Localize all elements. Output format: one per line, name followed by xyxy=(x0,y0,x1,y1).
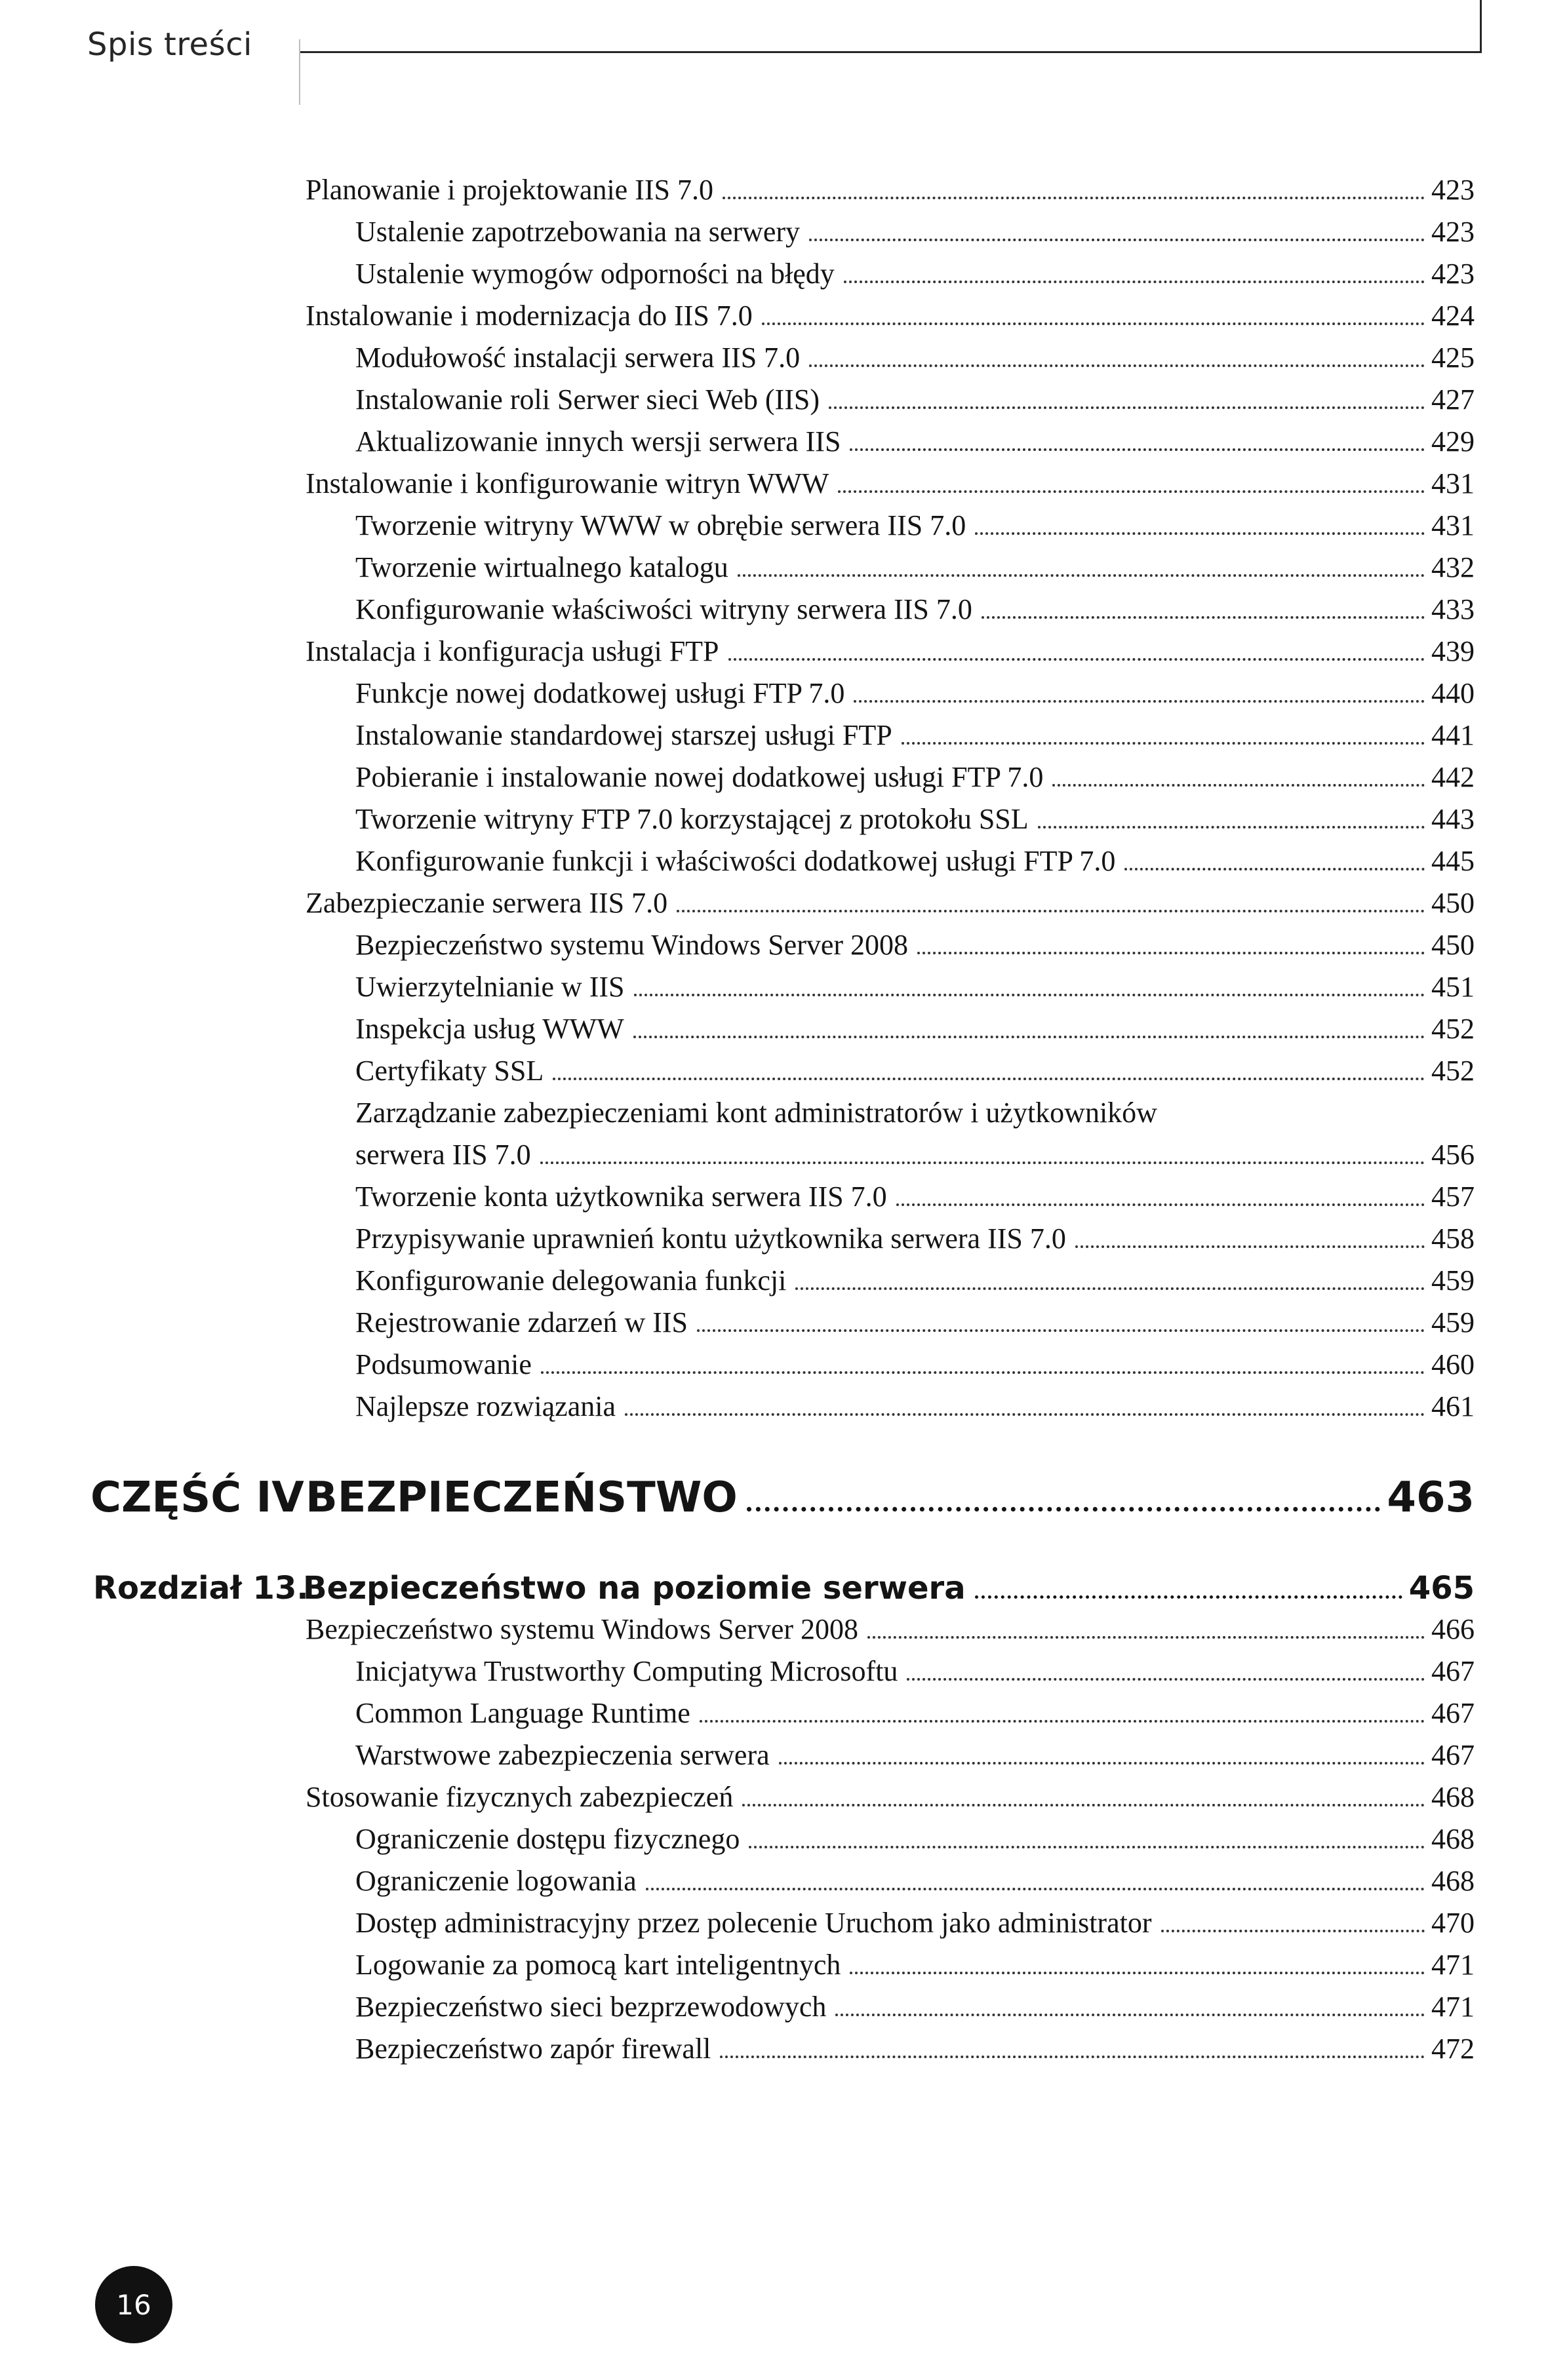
toc-entry[interactable] xyxy=(355,924,1475,966)
toc-row xyxy=(0,169,1548,211)
dot-leader xyxy=(917,952,1425,954)
toc-entry-label: Konfigurowanie delegowania funkcji xyxy=(355,1264,787,1297)
dot-leader xyxy=(742,1804,1425,1806)
toc-entry[interactable] xyxy=(355,1344,1475,1386)
dot-leader xyxy=(728,658,1425,661)
toc-entry-page: 442 xyxy=(1431,761,1475,793)
dot-leader xyxy=(738,574,1425,577)
dot-leader xyxy=(867,1636,1425,1639)
dot-leader xyxy=(749,1846,1425,1848)
toc-row xyxy=(0,1734,1548,1776)
toc-entry[interactable] xyxy=(355,1692,1475,1734)
toc-entry[interactable] xyxy=(306,463,1475,505)
toc-row xyxy=(0,1260,1548,1302)
toc-entry[interactable] xyxy=(355,798,1475,840)
dot-leader xyxy=(1161,1930,1425,1932)
dot-leader xyxy=(809,364,1425,367)
dot-leader xyxy=(1038,826,1425,829)
toc-entry[interactable] xyxy=(355,1944,1475,1986)
toc-row xyxy=(0,1176,1548,1218)
toc-entry-page: 470 xyxy=(1431,1907,1475,1939)
toc-row xyxy=(0,1134,1548,1176)
toc-entry-label: Bezpieczeństwo systemu Windows Server 2008 xyxy=(306,1613,859,1645)
toc-row xyxy=(0,1302,1548,1344)
toc-row xyxy=(0,211,1548,253)
toc-entry-page: 459 xyxy=(1431,1306,1475,1338)
toc-entry-label: Uwierzytelnianie w IIS xyxy=(355,971,625,1003)
toc-entry-label-continued: serwera IIS 7.0 xyxy=(355,1139,531,1171)
chapter-title: Bezpieczeństwo na poziomie serwera xyxy=(303,1570,966,1607)
dot-leader xyxy=(829,406,1425,409)
toc-entry[interactable] xyxy=(355,211,1475,253)
toc-row xyxy=(0,714,1548,756)
dot-leader xyxy=(795,1287,1425,1290)
toc-entry-page: 472 xyxy=(1431,2033,1475,2065)
toc-entry-label: Instalowanie roli Serwer sieci Web (IIS) xyxy=(355,383,820,416)
toc-entry-label: Instalowanie standardowej starszej usługi FTP xyxy=(355,719,892,751)
toc-entry-label: Planowanie i projektowanie IIS 7.0 xyxy=(306,174,713,206)
dot-leader xyxy=(907,1678,1425,1681)
toc-entry-label: Pobieranie i instalowanie nowej dodatkowej usługi FTP 7.0 xyxy=(355,761,1044,793)
dot-leader xyxy=(982,616,1425,619)
toc-row xyxy=(0,882,1548,924)
toc-entry[interactable] xyxy=(355,1176,1475,1218)
toc-entry-label: Instalacja i konfiguracja usługi FTP xyxy=(306,635,719,667)
toc-entry-page: 450 xyxy=(1431,929,1475,961)
toc-entry-page: 433 xyxy=(1431,593,1475,625)
toc-entry-page: 459 xyxy=(1431,1264,1475,1297)
toc-entry-label: Ograniczenie logowania xyxy=(355,1865,637,1897)
toc-row xyxy=(0,1609,1548,1650)
header-section-title: Spis treści xyxy=(87,26,252,63)
toc-row xyxy=(0,2028,1548,2070)
toc-entry[interactable] xyxy=(355,253,1475,295)
toc-row xyxy=(0,1218,1548,1260)
dot-leader xyxy=(838,490,1425,493)
toc-entry-page: 468 xyxy=(1431,1823,1475,1855)
toc-entry[interactable] xyxy=(355,966,1475,1008)
toc-entry-page: 450 xyxy=(1431,887,1475,919)
toc-row xyxy=(0,547,1548,589)
dot-leader xyxy=(1124,868,1425,870)
dot-leader xyxy=(625,1413,1425,1416)
toc-entry[interactable] xyxy=(355,505,1475,547)
toc-entry-page: 458 xyxy=(1431,1222,1475,1255)
toc-entry-label: Logowanie za pomocą kart inteligentnych xyxy=(355,1949,841,1981)
toc-entry-page: 466 xyxy=(1431,1613,1475,1645)
toc-entry-label: Tworzenie witryny FTP 7.0 korzystającej z protokołu SSL xyxy=(355,803,1029,835)
toc-entry-label: Certyfikaty SSL xyxy=(355,1055,544,1087)
toc-entry-page: 471 xyxy=(1431,1949,1475,1981)
part-title: BEZPIECZEŃSTWO xyxy=(306,1473,738,1522)
dot-leader xyxy=(902,742,1425,745)
toc-entry-page: 460 xyxy=(1431,1348,1475,1380)
toc-row xyxy=(0,1986,1548,2028)
dot-leader xyxy=(835,2014,1425,2016)
dot-leader xyxy=(553,1078,1425,1080)
toc-entry[interactable] xyxy=(355,337,1475,379)
toc-entry-label: Inicjatywa Trustworthy Computing Microsoftu xyxy=(355,1655,898,1687)
toc-row xyxy=(0,1650,1548,1692)
dot-leader xyxy=(697,1329,1425,1332)
toc-entry-page: 431 xyxy=(1431,509,1475,541)
toc-entry[interactable] xyxy=(355,756,1475,798)
toc-entry-label: Ustalenie wymogów odporności na błędy xyxy=(355,258,835,290)
toc-entry[interactable] xyxy=(355,1818,1475,1860)
chapter-label: Rozdział 13. xyxy=(93,1570,309,1607)
running-header xyxy=(0,0,1548,79)
toc-entry-label: Bezpieczeństwo systemu Windows Server 2008 xyxy=(355,929,909,961)
toc-row xyxy=(0,295,1548,337)
dot-leader xyxy=(634,994,1425,996)
dot-leader xyxy=(762,322,1425,325)
toc-entry-label: Instalowanie i modernizacja do IIS 7.0 xyxy=(306,300,753,332)
header-rule-end xyxy=(1480,0,1482,53)
dot-leader xyxy=(854,700,1425,703)
toc-entry-page: 423 xyxy=(1431,174,1475,206)
toc-entry[interactable] xyxy=(306,295,1475,337)
toc-entry[interactable] xyxy=(355,1734,1475,1776)
dot-leader xyxy=(633,1036,1425,1038)
toc-entry[interactable] xyxy=(355,421,1475,463)
toc-row xyxy=(0,1008,1548,1050)
dot-leader xyxy=(720,2056,1425,2058)
toc-entry[interactable] xyxy=(355,1386,1475,1428)
toc-entry-label[interactable]: Zarządzanie zabezpieczeniami kont administratorów i użytkowników xyxy=(355,1097,1157,1129)
chapter-page: 465 xyxy=(1408,1570,1475,1607)
toc-entry-page: 467 xyxy=(1431,1739,1475,1771)
dot-leader xyxy=(975,532,1425,535)
toc-row xyxy=(0,379,1548,421)
toc-entry-label: Podsumowanie xyxy=(355,1348,532,1380)
toc-entry-label: Tworzenie konta użytkownika serwera IIS 7.0 xyxy=(355,1180,887,1213)
toc-entry-label: Instalowanie i konfigurowanie witryn WWW xyxy=(306,467,829,499)
toc-entry-page: 439 xyxy=(1431,635,1475,667)
toc-entry[interactable] xyxy=(355,840,1475,882)
toc-row xyxy=(0,1050,1548,1092)
toc-entry[interactable] xyxy=(355,1902,1475,1944)
toc-entry-page: 440 xyxy=(1431,677,1475,709)
toc-entry-label: Konfigurowanie właściwości witryny serwera IIS 7.0 xyxy=(355,593,972,625)
toc-row xyxy=(0,798,1548,840)
dot-leader xyxy=(809,239,1425,241)
toc-entry[interactable] xyxy=(355,1650,1475,1692)
toc-entry-page: 429 xyxy=(1431,425,1475,458)
toc-entry-label: Bezpieczeństwo zapór firewall xyxy=(355,2033,711,2065)
toc-entry-page: 443 xyxy=(1431,803,1475,835)
toc-entry-page: 456 xyxy=(1431,1139,1475,1171)
toc-entry-label: Przypisywanie uprawnień kontu użytkownika serwera IIS 7.0 xyxy=(355,1222,1066,1255)
toc-entry-page: 431 xyxy=(1431,467,1475,499)
toc-entry-label: Najlepsze rozwiązania xyxy=(355,1390,616,1422)
toc-entry[interactable] xyxy=(355,714,1475,756)
toc-entry-page: 457 xyxy=(1431,1180,1475,1213)
toc-entry-page: 468 xyxy=(1431,1781,1475,1813)
part-heading xyxy=(0,1470,1548,1525)
part-label: CZĘŚĆ IV xyxy=(90,1473,304,1522)
toc-entry-page: 432 xyxy=(1431,551,1475,583)
dot-leader xyxy=(541,1371,1425,1374)
toc-entry-page: 423 xyxy=(1431,216,1475,248)
page-number-badge: 16 xyxy=(95,2266,172,2343)
toc-row xyxy=(0,589,1548,631)
toc-row xyxy=(0,756,1548,798)
dot-leader xyxy=(844,281,1425,283)
toc-row xyxy=(0,337,1548,379)
dot-leader xyxy=(850,1972,1425,1974)
toc-entry-label: Tworzenie wirtualnego katalogu xyxy=(355,551,728,583)
dot-leader xyxy=(779,1762,1425,1765)
toc-row xyxy=(0,1944,1548,1986)
toc-row xyxy=(0,1344,1548,1386)
toc-entry-label: Modułowość instalacji serwera IIS 7.0 xyxy=(355,341,801,374)
toc-entry-label: Rejestrowanie zdarzeń w IIS xyxy=(355,1306,688,1338)
toc-row xyxy=(0,673,1548,714)
toc-entry-page: 467 xyxy=(1431,1655,1475,1687)
toc-entry[interactable] xyxy=(355,1860,1475,1902)
toc-row xyxy=(0,966,1548,1008)
toc-entry[interactable] xyxy=(306,1776,1475,1818)
toc-entry-page: 461 xyxy=(1431,1390,1475,1422)
toc-entry[interactable] xyxy=(355,589,1475,631)
toc-entry[interactable] xyxy=(306,1609,1475,1650)
toc-entry[interactable] xyxy=(355,673,1475,714)
toc-row xyxy=(0,1776,1548,1818)
toc-entry-page: 441 xyxy=(1431,719,1475,751)
toc-entry-page: 451 xyxy=(1431,971,1475,1003)
toc-entry-label: Dostęp administracyjny przez polecenie Uruchom jako administrator xyxy=(355,1907,1152,1939)
toc-entry-label: Aktualizowanie innych wersji serwera IIS xyxy=(355,425,841,458)
toc-entry-page: 425 xyxy=(1431,341,1475,374)
part-entry[interactable] xyxy=(306,1470,1475,1525)
dot-leader xyxy=(700,1720,1425,1723)
dot-leader xyxy=(646,1888,1425,1890)
toc-row xyxy=(0,924,1548,966)
part-page: 463 xyxy=(1387,1473,1475,1522)
toc-entry-page: 423 xyxy=(1431,258,1475,290)
toc-entry[interactable] xyxy=(355,2028,1475,2070)
toc-entry[interactable] xyxy=(355,1050,1475,1092)
toc-entry-label: Common Language Runtime xyxy=(355,1697,690,1729)
dot-leader xyxy=(747,1507,1381,1512)
toc-entry-page: 471 xyxy=(1431,1991,1475,2023)
toc-entry-page: 452 xyxy=(1431,1055,1475,1087)
toc-row xyxy=(0,631,1548,673)
toc-entry-page: 427 xyxy=(1431,383,1475,416)
toc-row xyxy=(0,1860,1548,1902)
dot-leader xyxy=(975,1595,1402,1599)
toc-entry[interactable] xyxy=(355,1134,1475,1176)
dot-leader xyxy=(1075,1245,1425,1248)
chapter-heading xyxy=(0,1565,1548,1611)
toc-row xyxy=(0,463,1548,505)
toc-entry[interactable] xyxy=(306,631,1475,673)
dot-leader xyxy=(677,910,1425,912)
toc-row xyxy=(0,421,1548,463)
toc-entry-page: 445 xyxy=(1431,845,1475,877)
toc-entry-label: Tworzenie witryny WWW w obrębie serwera IIS 7.0 xyxy=(355,509,966,541)
header-divider xyxy=(299,39,300,105)
toc-entry-label: Warstwowe zabezpieczenia serwera xyxy=(355,1739,770,1771)
toc-row xyxy=(0,253,1548,295)
toc-entry-page: 424 xyxy=(1431,300,1475,332)
toc-entry-label: Konfigurowanie funkcji i właściwości dodatkowej usługi FTP 7.0 xyxy=(355,845,1116,877)
toc-entry[interactable] xyxy=(306,882,1475,924)
toc-entry-page: 452 xyxy=(1431,1013,1475,1045)
toc-entry-label: Bezpieczeństwo sieci bezprzewodowych xyxy=(355,1991,827,2023)
toc-entry-label: Inspekcja usług WWW xyxy=(355,1013,624,1045)
toc-entry[interactable] xyxy=(355,1008,1475,1050)
toc-entry-label: Stosowanie fizycznych zabezpieczeń xyxy=(306,1781,734,1813)
toc-entry-page: 467 xyxy=(1431,1697,1475,1729)
toc-row xyxy=(0,840,1548,882)
dot-leader xyxy=(1052,784,1425,787)
toc-entry-page: 468 xyxy=(1431,1865,1475,1897)
toc-row xyxy=(0,1818,1548,1860)
toc-entry[interactable] xyxy=(355,1302,1475,1344)
toc-row xyxy=(0,1692,1548,1734)
toc-entry[interactable] xyxy=(355,1260,1475,1302)
dot-leader xyxy=(540,1161,1425,1164)
toc-row xyxy=(0,1386,1548,1428)
toc-row xyxy=(0,505,1548,547)
toc-entry[interactable] xyxy=(355,1986,1475,2028)
toc-entry[interactable] xyxy=(355,547,1475,589)
toc-entry[interactable] xyxy=(355,1218,1475,1260)
toc-entry-label: Funkcje nowej dodatkowej usługi FTP 7.0 xyxy=(355,677,845,709)
toc-entry[interactable] xyxy=(355,379,1475,421)
chapter-entry[interactable] xyxy=(303,1565,1475,1611)
dot-leader xyxy=(723,197,1425,199)
toc-entry[interactable] xyxy=(306,169,1475,211)
dot-leader xyxy=(896,1203,1425,1206)
toc-entry-label: Ograniczenie dostępu fizycznego xyxy=(355,1823,740,1855)
toc-entry-label: Ustalenie zapotrzebowania na serwery xyxy=(355,216,801,248)
header-rule xyxy=(299,51,1482,53)
toc-row xyxy=(0,1902,1548,1944)
toc-entry-label: Zabezpieczanie serwera IIS 7.0 xyxy=(306,887,668,919)
dot-leader xyxy=(850,448,1425,451)
